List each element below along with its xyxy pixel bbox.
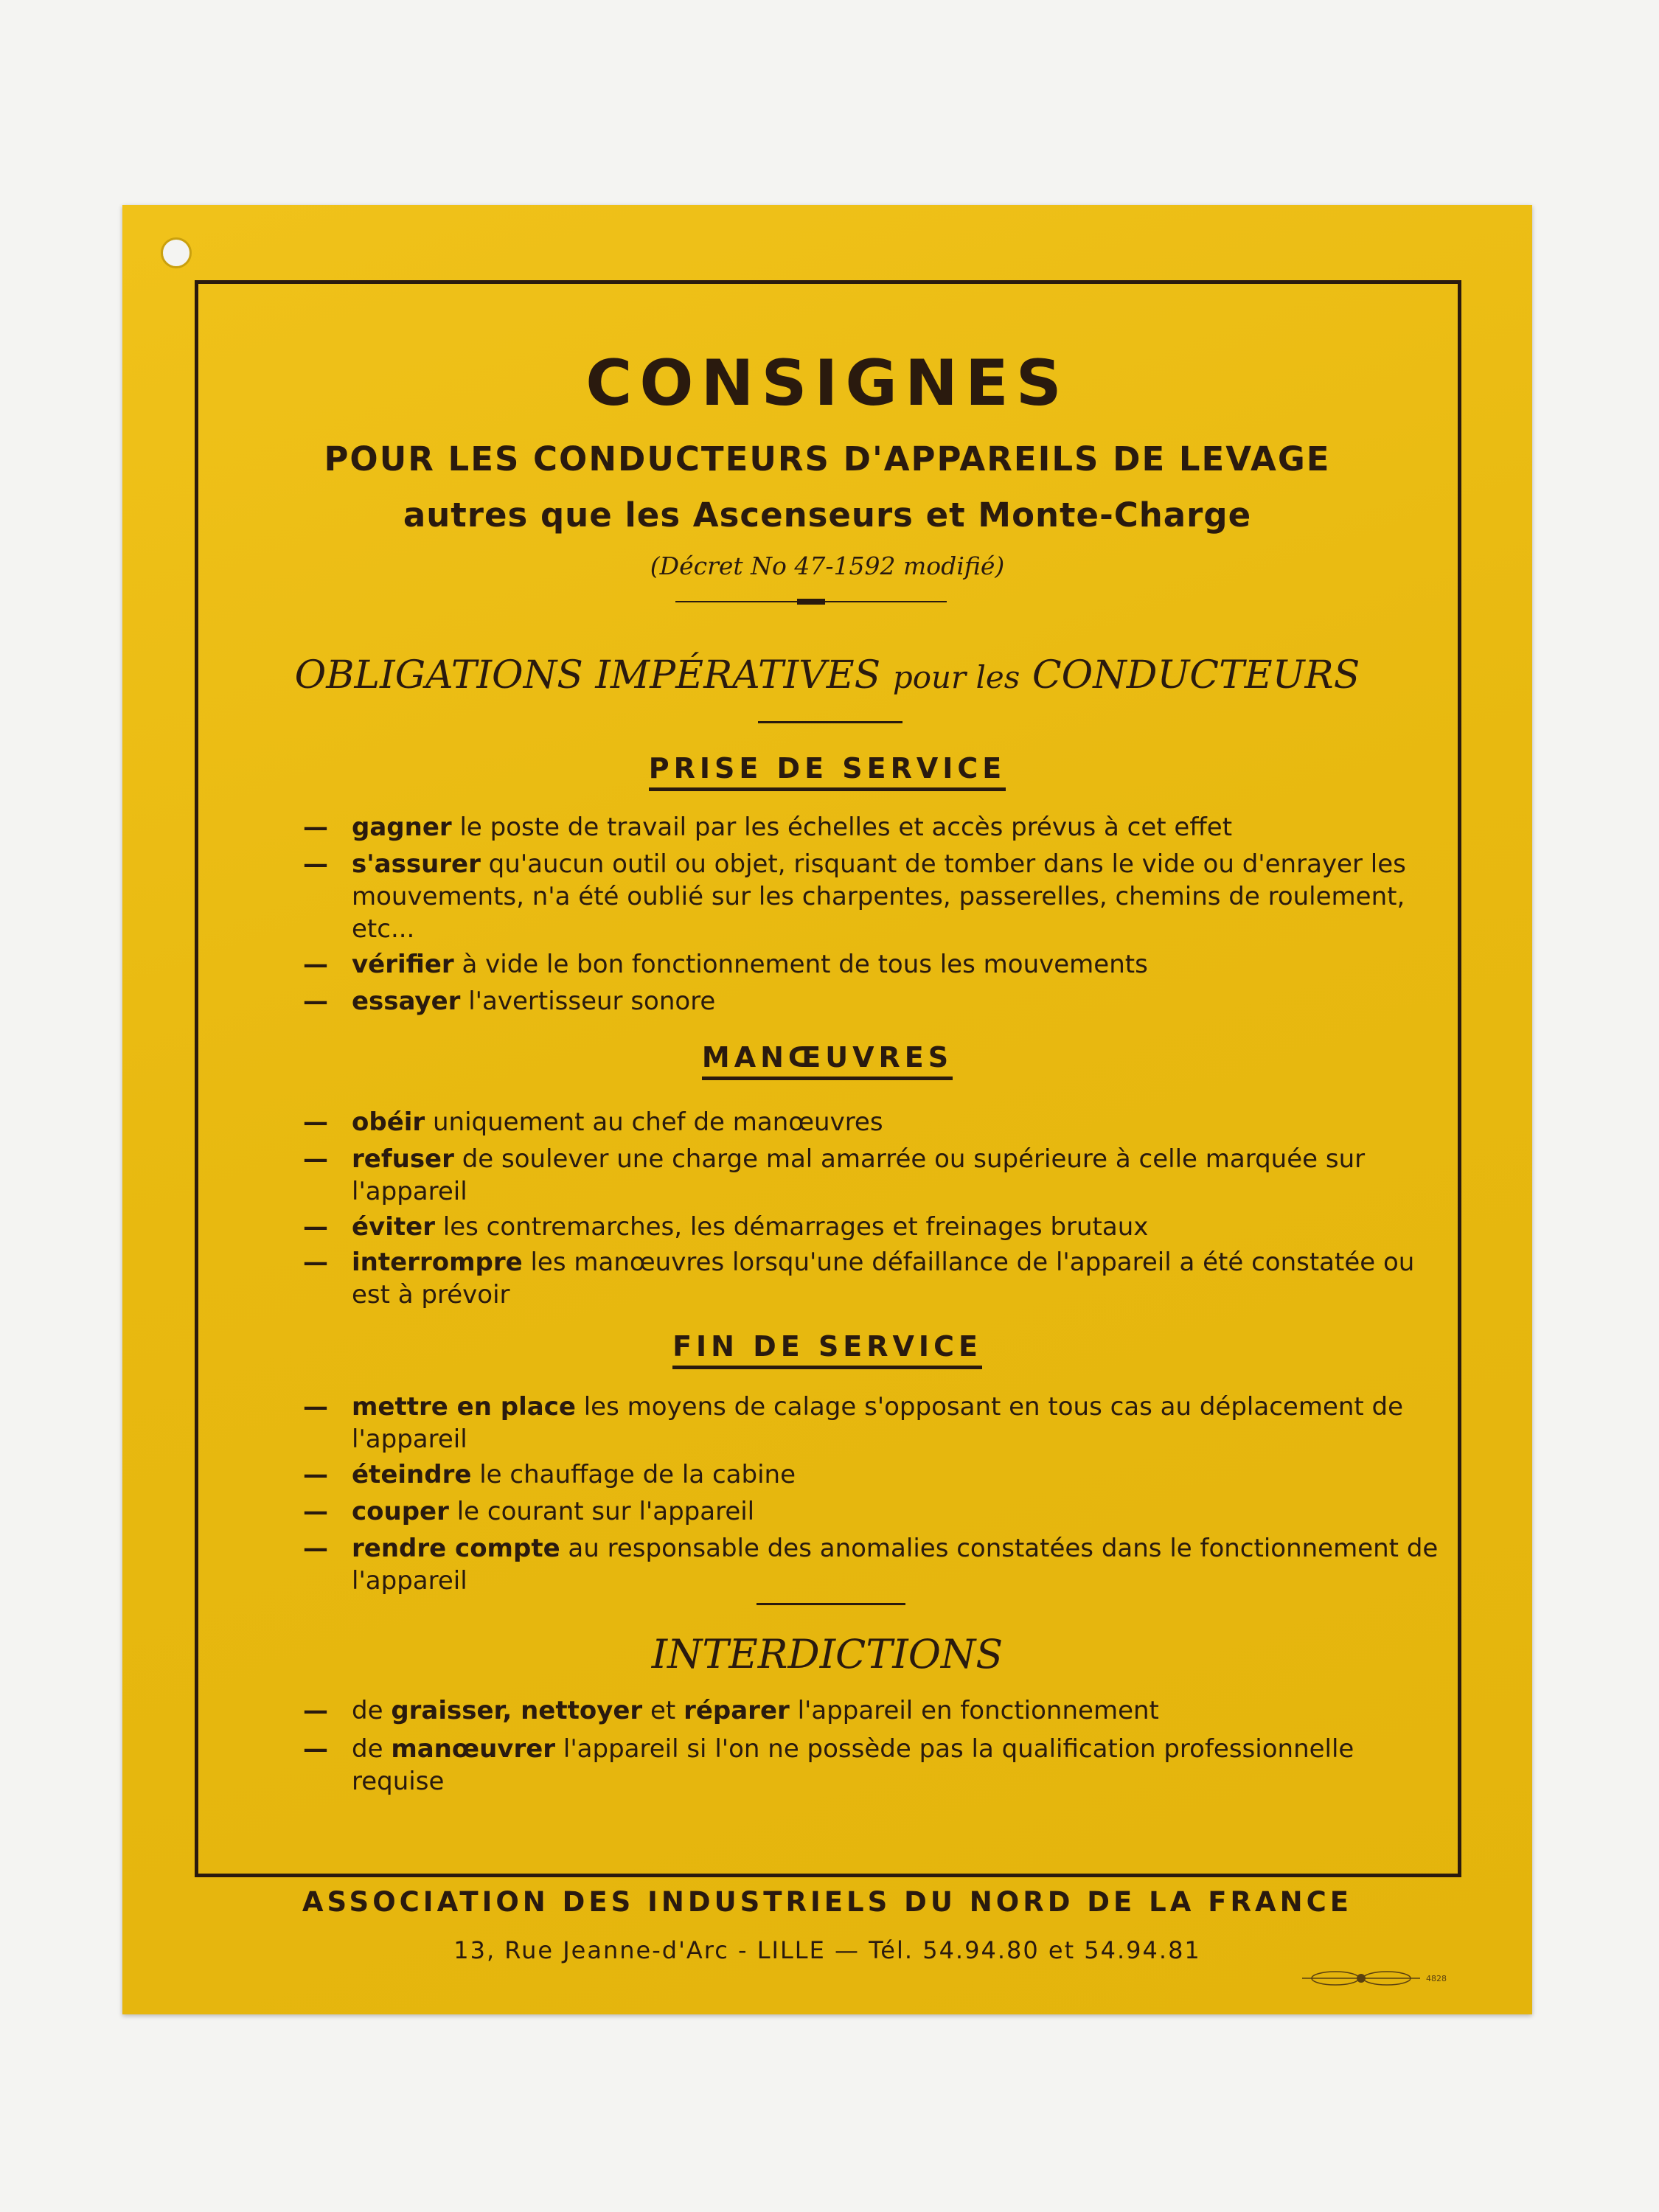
- list-item: — de manœuvrer l'appareil si l'on ne possède pas la qualification professionnelle requise: [303, 1734, 1354, 1796]
- svg-text:4828: 4828: [1426, 1974, 1447, 1983]
- association-name: ASSOCIATION DES INDUSTRIELS DU NORD DE LA FRANCE: [302, 1886, 1353, 1918]
- sign-subtitle-2: autres que les Ascenseurs et Monte-Charge: [403, 495, 1252, 535]
- decree-reference: (Décret No 47-1592 modifié): [650, 552, 1005, 580]
- mounting-hole: [161, 237, 192, 268]
- list-item: — interrompre les manœuvres lorsqu'une défaillance de l'appareil a été constatée ou est à prévoir: [303, 1248, 1415, 1310]
- list-item: — éviter les contremarches, les démarrages et freinages brutaux: [303, 1212, 1149, 1242]
- divider: [757, 1603, 905, 1605]
- section-prise-de-service: PRISE DE SERVICE: [122, 752, 1532, 785]
- list-item: — essayer l'avertisseur sonore: [303, 987, 716, 1016]
- list-item: — s'assurer qu'aucun outil ou objet, risquant de tomber dans le vide ou d'enrayer les mouvements, n'a été oublié sur les charpentes, passerelles, chemins de roulement, etc...: [303, 849, 1406, 944]
- association-address: 13, Rue Jeanne-d'Arc - LILLE — Tél. 54.94.80 et 54.94.81: [453, 1936, 1201, 1964]
- section-fin-de-service: FIN DE SERVICE: [122, 1330, 1532, 1363]
- printer-logo: [1302, 1969, 1457, 1988]
- ornament-divider: [675, 597, 947, 607]
- sign-plate: [122, 205, 1532, 2014]
- list-item: — refuser de soulever une charge mal amarrée ou supérieure à celle marquée sur l'appareil: [303, 1144, 1366, 1206]
- list-item: — éteindre le chauffage de la cabine: [303, 1460, 796, 1489]
- sign-title: CONSIGNES: [585, 347, 1069, 420]
- section-manoeuvres: MANŒUVRES: [122, 1041, 1532, 1074]
- interdictions-heading: INTERDICTIONS: [651, 1631, 1004, 1677]
- list-item: — gagner le poste de travail par les échelles et accès prévus à cet effet: [303, 813, 1233, 842]
- divider: [758, 721, 902, 723]
- list-item: — couper le courant sur l'appareil: [303, 1497, 755, 1526]
- list-item: — vérifier à vide le bon fonctionnement de tous les mouvements: [303, 950, 1148, 979]
- obligations-heading: OBLIGATIONS IMPÉRATIVES pour les CONDUCTEURS: [294, 653, 1360, 698]
- sign-subtitle: POUR LES CONDUCTEURS D'APPAREILS DE LEVAGE: [324, 439, 1331, 479]
- list-item: — de graisser, nettoyer et réparer l'appareil en fonctionnement: [303, 1696, 1159, 1725]
- list-item: — mettre en place les moyens de calage s'opposant en tous cas au déplacement de l'appareil: [303, 1392, 1404, 1454]
- list-item: — rendre compte au responsable des anomalies constatées dans le fonctionnement de l'appareil: [303, 1534, 1439, 1596]
- list-item: — obéir uniquement au chef de manœuvres: [303, 1107, 883, 1137]
